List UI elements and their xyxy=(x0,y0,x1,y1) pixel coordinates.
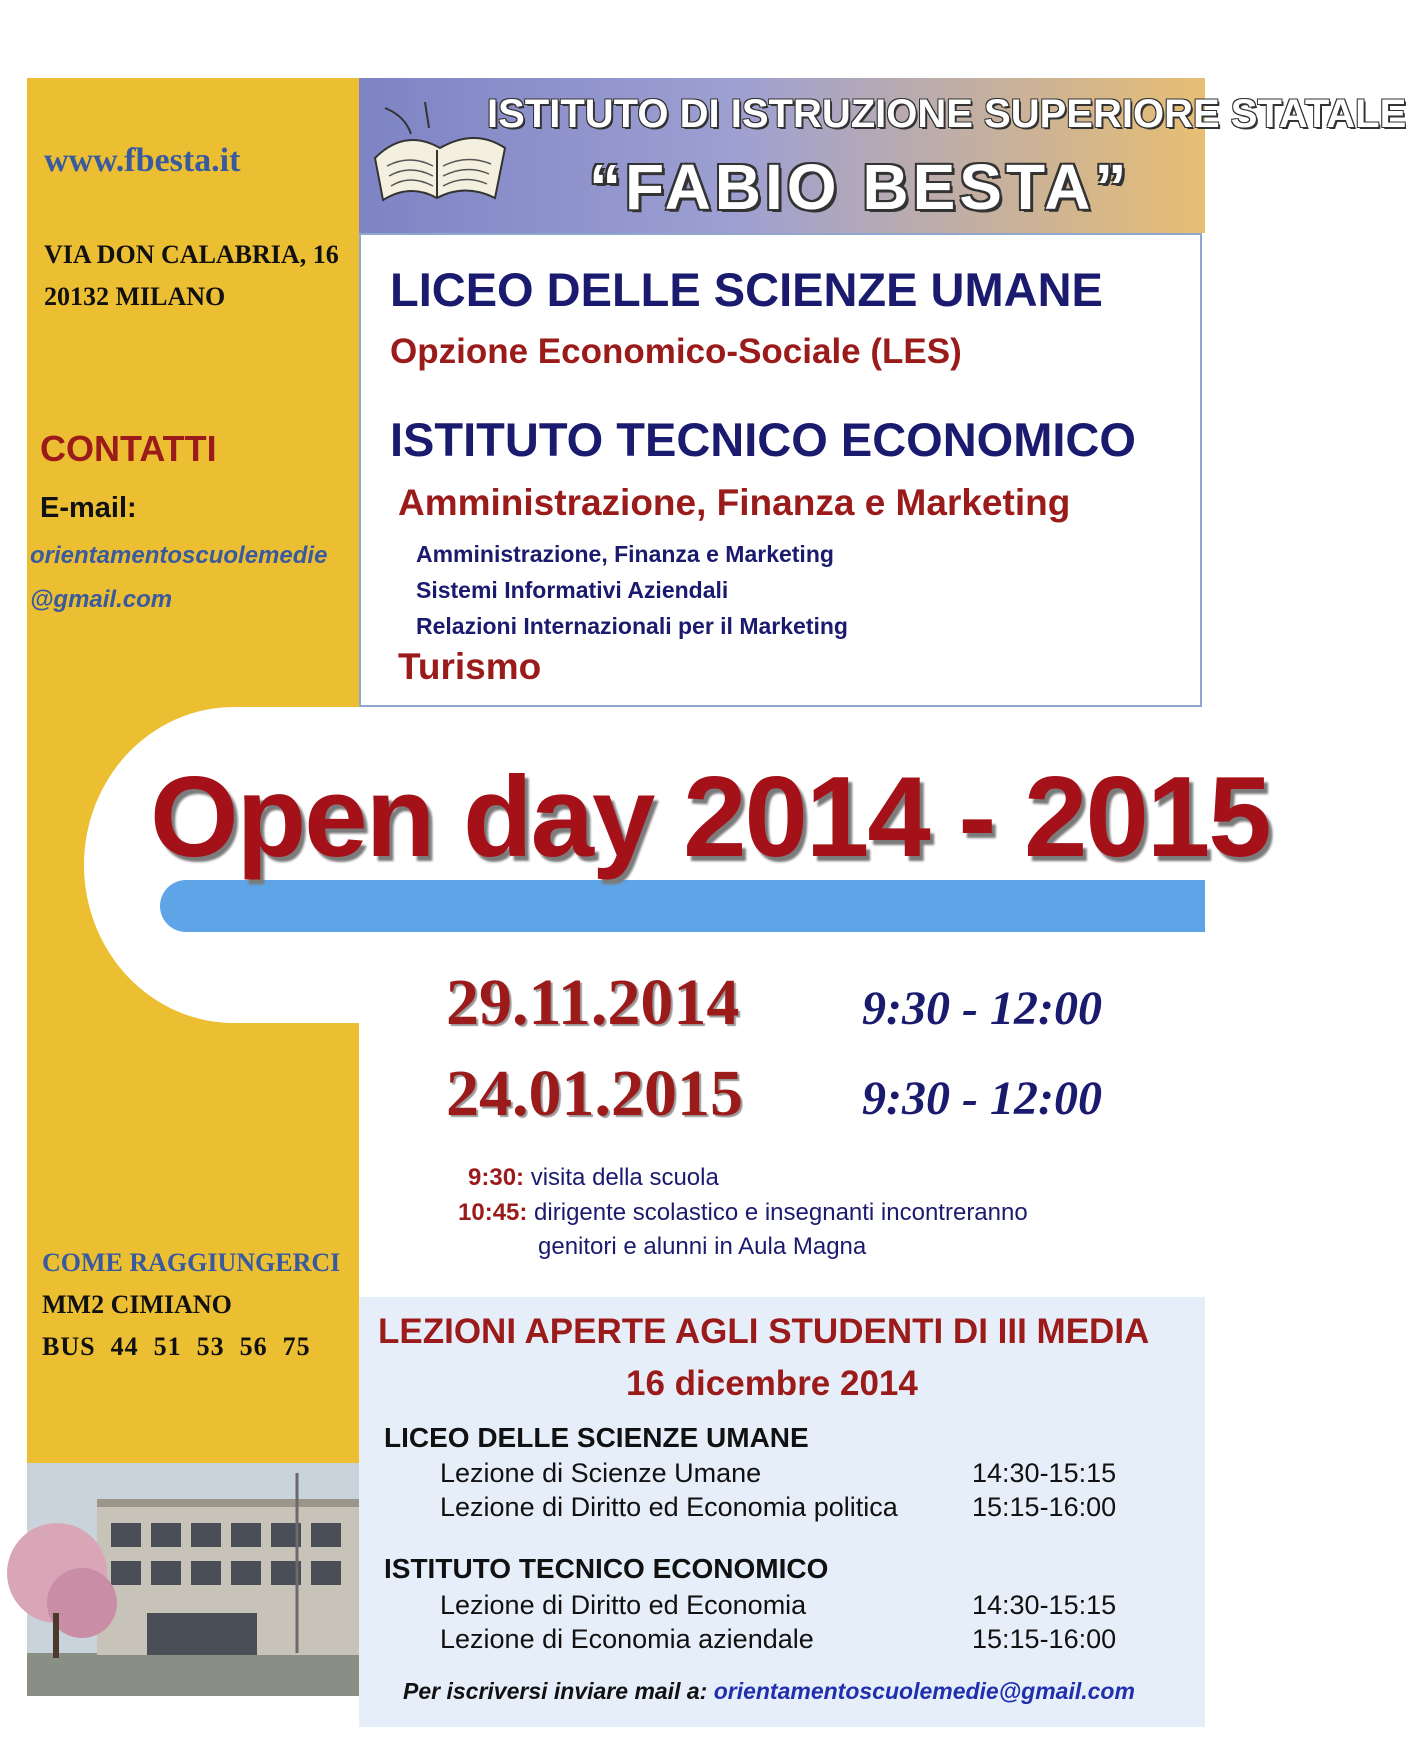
lessons-date: 16 dicembre 2014 xyxy=(626,1364,918,1403)
liceo-option: Opzione Economico-Sociale (LES) xyxy=(390,332,962,371)
email-address-part1[interactable]: orientamentoscuolemedie xyxy=(30,542,328,569)
itec-tourism: Turismo xyxy=(398,646,542,687)
lesson-name: Lezione di Diritto ed Economia xyxy=(440,1590,807,1620)
open-day-date: 24.01.2015 xyxy=(446,1057,743,1130)
open-day-time: 9:30 - 12:00 xyxy=(862,982,1102,1035)
directions-metro: MM2 CIMIANO xyxy=(42,1290,232,1319)
lesson-time: 14:30-15:15 xyxy=(972,1590,1117,1620)
schedule-time: 9:30 xyxy=(468,1164,517,1191)
contacts-heading: CONTATTI xyxy=(40,428,217,469)
lesson-time: 15:15-16:00 xyxy=(972,1624,1117,1654)
itec-track: Amministrazione, Finanza e Marketing xyxy=(416,541,834,567)
lessons-group-heading: ISTITUTO TECNICO ECONOMICO xyxy=(384,1553,829,1584)
signup-label: Per iscriversi inviare mail a: xyxy=(403,1678,714,1704)
schedule-time: 10:45 xyxy=(458,1199,520,1226)
open-day-time: 9:30 - 12:00 xyxy=(862,1072,1102,1125)
lesson-name: Lezione di Economia aziendale xyxy=(440,1624,814,1654)
address-city: 20132 MILANO xyxy=(44,282,226,311)
itec-branch: Amministrazione, Finanza e Marketing xyxy=(398,482,1071,523)
open-day-date: 29.11.2014 xyxy=(446,966,740,1039)
website-link[interactable]: www.fbesta.it xyxy=(44,142,241,179)
school-building-photo xyxy=(27,1463,359,1696)
liceo-title: LICEO DELLE SCIENZE UMANE xyxy=(390,263,1103,316)
lesson-time: 14:30-15:15 xyxy=(972,1458,1117,1488)
schedule-desc: visita della scuola xyxy=(524,1164,719,1191)
email-label: E-mail: xyxy=(40,492,137,524)
schedule-desc-continued: genitori e alunni in Aula Magna xyxy=(538,1233,867,1260)
email-address-part2[interactable]: @gmail.com xyxy=(30,586,173,613)
blue-band xyxy=(160,880,1205,932)
signup-note xyxy=(403,1678,1135,1705)
lessons-group-heading: LICEO DELLE SCIENZE UMANE xyxy=(384,1422,809,1453)
lesson-name: Lezione di Diritto ed Economia politica xyxy=(440,1492,898,1522)
schedule-item: 9:30: visita della scuola xyxy=(468,1164,719,1191)
itec-title: ISTITUTO TECNICO ECONOMICO xyxy=(390,413,1136,466)
itec-track: Relazioni Internazionali per il Marketing xyxy=(416,613,848,639)
schedule-desc: dirigente scolastico e insegnanti incontreranno xyxy=(527,1199,1028,1226)
lesson-time: 15:15-16:00 xyxy=(972,1492,1117,1522)
itec-track: Sistemi Informativi Aziendali xyxy=(416,577,729,603)
school-banner xyxy=(359,78,1406,233)
lesson-name: Lezione di Scienze Umane xyxy=(440,1458,762,1488)
directions-heading: COME RAGGIUNGERCI xyxy=(42,1248,341,1277)
lessons-title: LEZIONI APERTE AGLI STUDENTI DI III MEDIA xyxy=(378,1312,1150,1351)
banner-institute-line: ISTITUTO DI ISTRUZIONE SUPERIORE STATALE xyxy=(487,92,1406,136)
directions-bus: BUS 44 51 53 56 75 xyxy=(42,1332,311,1361)
banner-school-name: “FABIO BESTA” xyxy=(589,151,1131,223)
schedule-item: 10:45: dirigente scolastico e insegnanti incontreranno xyxy=(458,1199,1028,1226)
address-street: VIA DON CALABRIA, 16 xyxy=(44,240,339,269)
signup-email-link[interactable]: orientamentoscuolemedie@gmail.com xyxy=(713,1678,1135,1704)
open-day-title: Open day 2014 - 2015 xyxy=(150,754,1270,881)
itec-track-list xyxy=(416,536,848,644)
